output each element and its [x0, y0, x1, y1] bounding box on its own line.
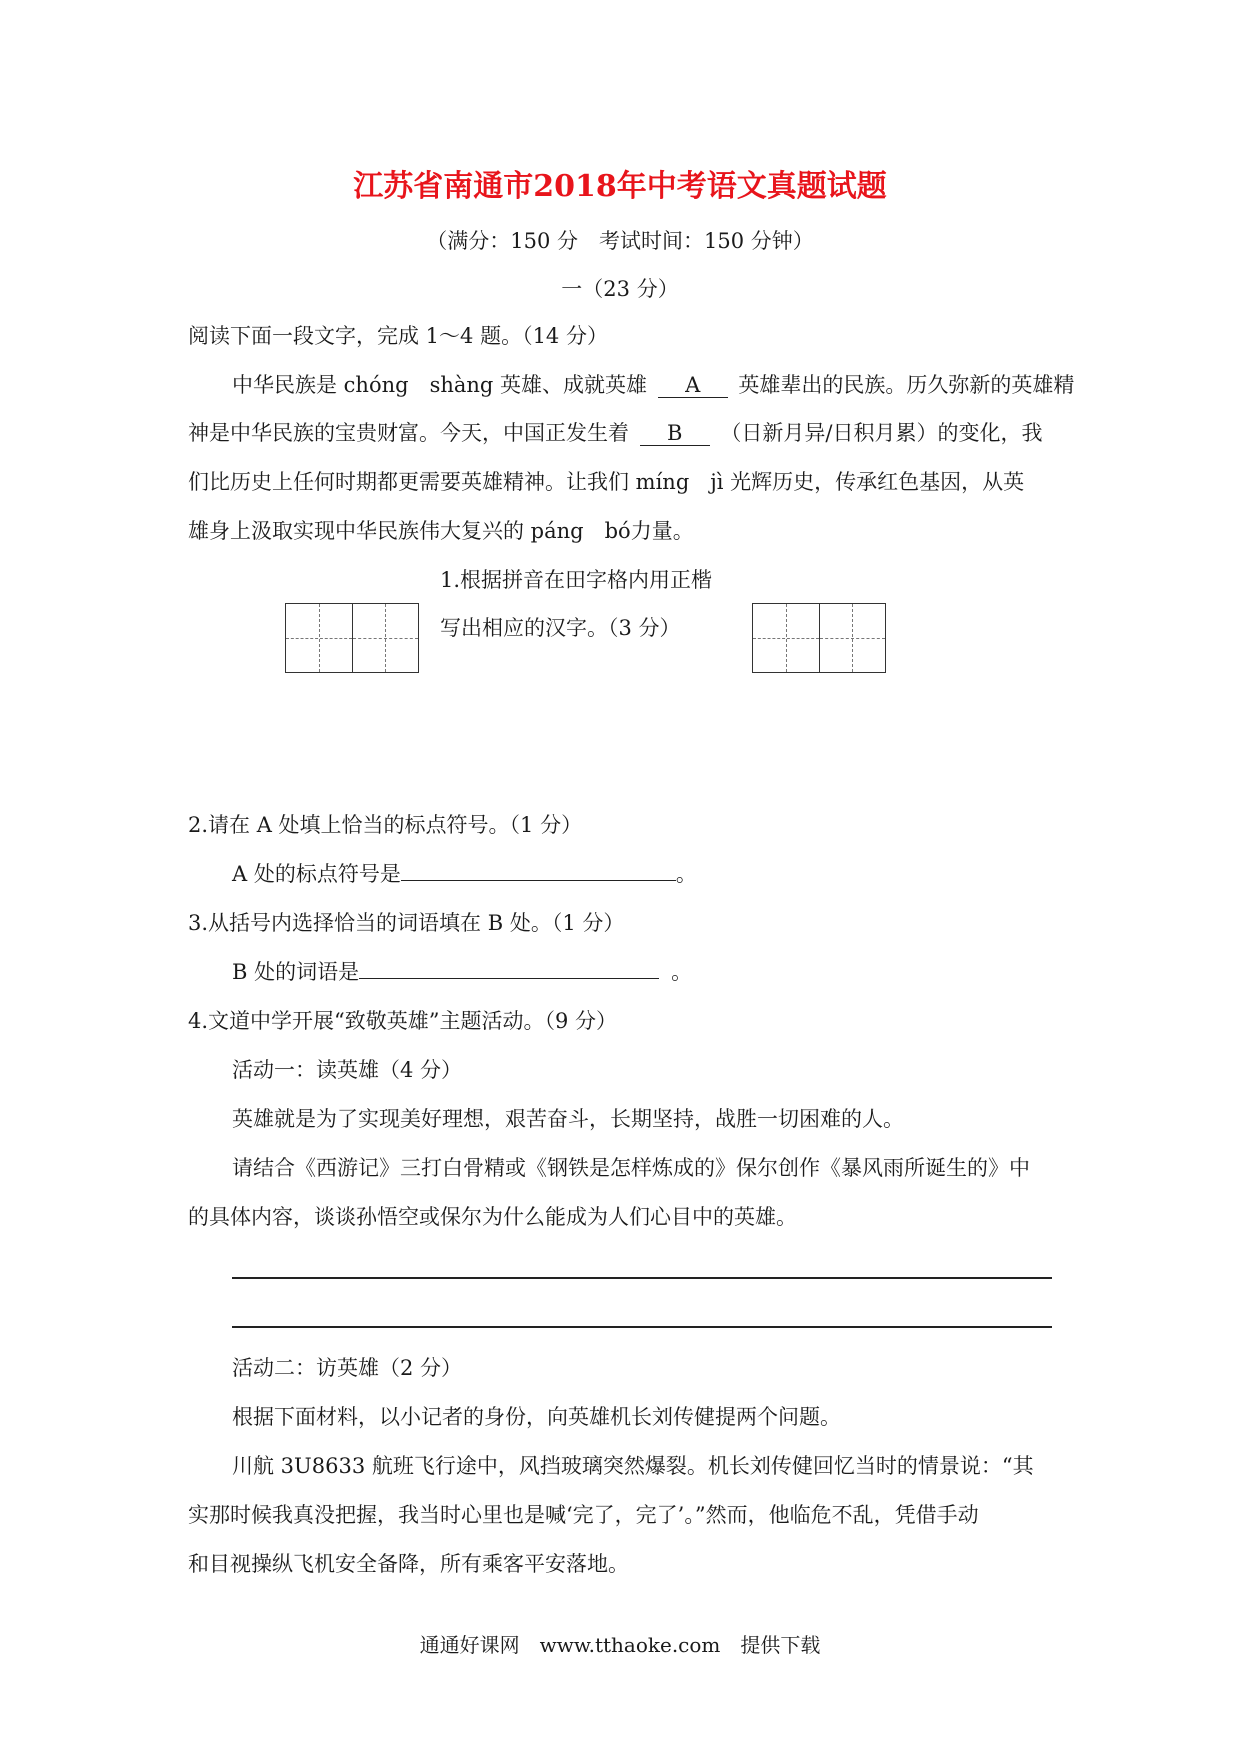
answer-label: A 处的标点符号是: [232, 862, 401, 886]
blank-b: B: [640, 421, 710, 446]
answer-label: B 处的词语是: [232, 960, 360, 984]
question-3: 3.从括号内选择恰当的词语填在 B 处。（1 分）: [188, 911, 625, 935]
activity-1-question-line-1: 请结合《西游记》三打白骨精或《钢铁是怎样炼成的》保尔创作《暴风雨所诞生的》中: [232, 1156, 1030, 1180]
tianzige-grid-right[interactable]: [752, 603, 886, 673]
question-1-line-1: 1.根据拼音在田字格内用正楷: [440, 568, 713, 592]
exam-info: （满分：150 分 考试时间：150 分钟）: [426, 229, 814, 253]
question-2-answer: [232, 860, 697, 888]
activity-2-instruction: 根据下面材料，以小记者的身份，向英雄机长刘传健提两个问题。: [232, 1405, 841, 1429]
answer-blank[interactable]: [359, 978, 659, 979]
passage-text: 英雄辈出的民族。历久弥新的英雄精: [738, 373, 1075, 397]
question-2: 2.请在 A 处填上恰当的标点符号。（1 分）: [188, 813, 583, 837]
activity-1-definition: 英雄就是为了实现美好理想，艰苦奋斗，长期坚持，战胜一切困难的人。: [232, 1107, 904, 1131]
activity-2-title: 活动二：访英雄（2 分）: [232, 1356, 463, 1380]
tianzige-cell[interactable]: [819, 604, 886, 672]
tianzige-grid-left[interactable]: [285, 603, 419, 673]
activity-2-material-line-2: 实那时候我真没把握，我当时心里也是喊‘完了，完了’。”然而，他临危不乱，凭借手动: [188, 1503, 979, 1527]
activity-2-material-line-3: 和目视操纵飞机安全备降，所有乘客平安落地。: [188, 1552, 629, 1576]
blank-a: A: [658, 373, 728, 398]
tianzige-cell[interactable]: [286, 604, 352, 672]
activity-1-question-line-2: 的具体内容，谈谈孙悟空或保尔为什么能成为人们心目中的英雄。: [188, 1205, 797, 1229]
question-4: 4.文道中学开展“致敬英雄”主题活动。（9 分）: [188, 1009, 618, 1033]
question-1-line-2: 写出相应的汉字。（3 分）: [440, 616, 681, 640]
page-footer: 通通好课网 www.tthaoke.com 提供下载: [419, 1633, 821, 1657]
reading-intro: 阅读下面一段文字，完成 1～4 题。（14 分）: [188, 324, 608, 348]
tianzige-cell[interactable]: [753, 604, 819, 672]
passage-text: （日新月异/日积月累）的变化，我: [720, 421, 1043, 445]
answer-blank[interactable]: [401, 880, 676, 881]
tianzige-cell[interactable]: [352, 604, 419, 672]
question-3-answer: [232, 958, 692, 986]
answer-line[interactable]: [232, 1277, 1052, 1279]
activity-2-material-line-1: 川航 3U8633 航班飞行途中，风挡玻璃突然爆裂。机长刘传健回忆当时的情景说：“其: [232, 1454, 1034, 1478]
period: 。: [671, 960, 693, 984]
passage-line-4: 雄身上汲取实现中华民族伟大复兴的 páng bó力量。: [188, 519, 694, 543]
answer-line[interactable]: [232, 1326, 1052, 1328]
period: 。: [675, 862, 697, 886]
section-heading: 一（23 分）: [561, 277, 679, 301]
passage-line-3: 们比历史上任何时期都更需要英雄精神。让我们 míng jì 光辉历史，传承红色基因，从英: [188, 470, 1025, 494]
page-title: 江苏省南通市2018年中考语文真题试题: [353, 169, 887, 204]
activity-1-title: 活动一：读英雄（4 分）: [232, 1058, 463, 1082]
passage-text: 中华民族是 chóng shàng 英雄、成就英雄: [232, 373, 648, 397]
passage-text: 神是中华民族的宝贵财富。今天，中国正发生着: [188, 421, 629, 445]
passage-line-2: [188, 419, 1042, 447]
passage-line-1: [232, 371, 1074, 399]
